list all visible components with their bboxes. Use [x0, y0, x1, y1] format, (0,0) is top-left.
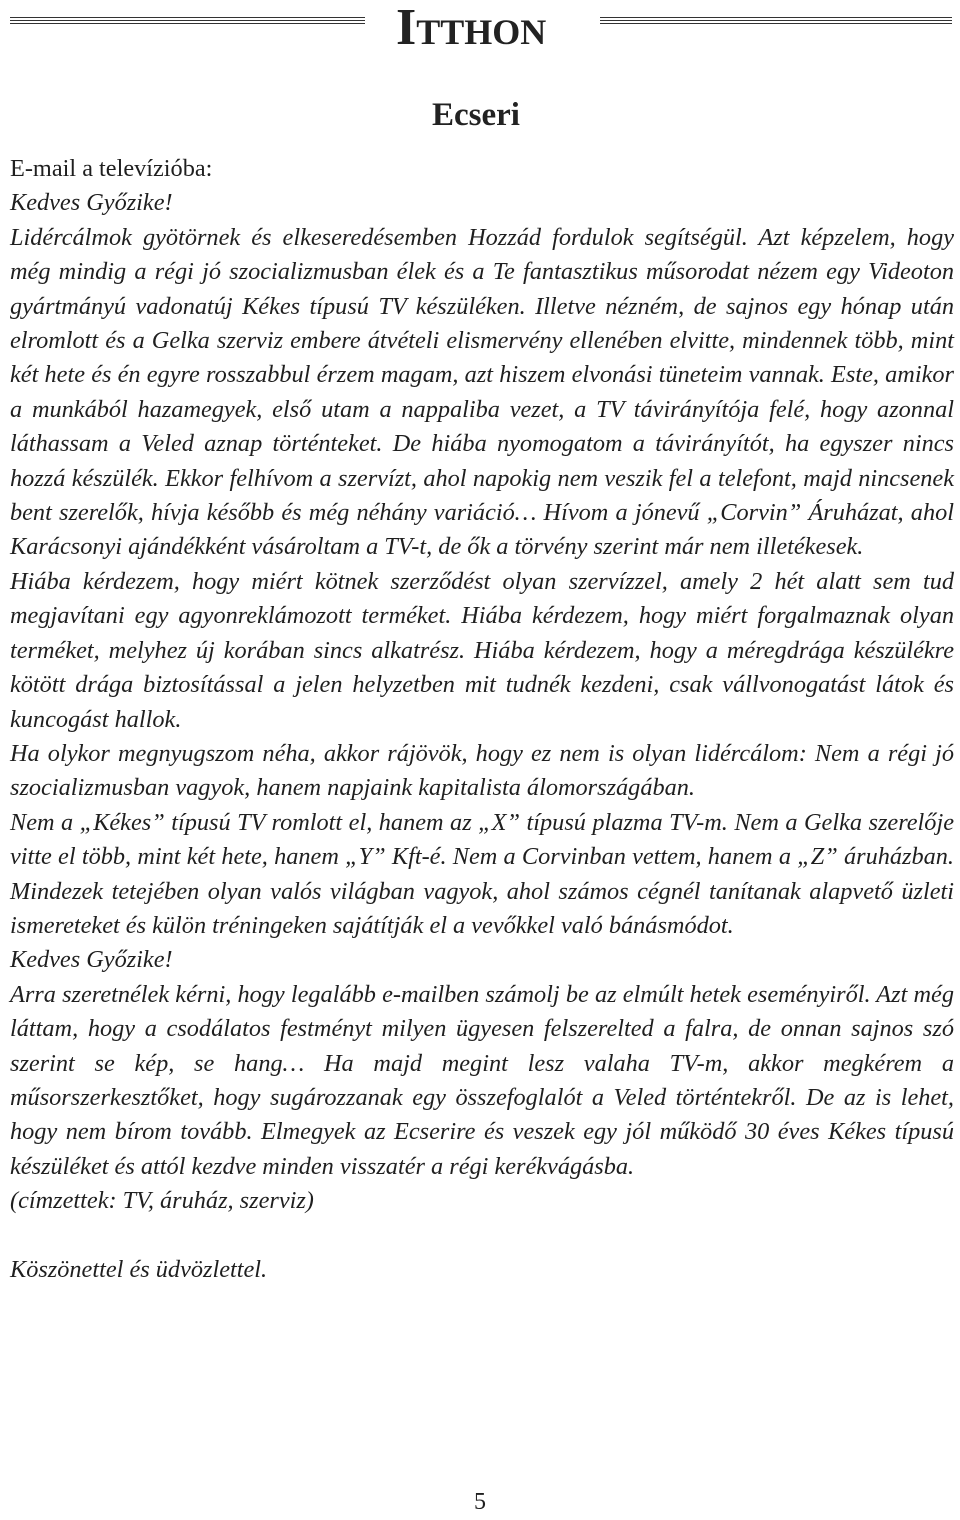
page-number: 5 — [474, 1489, 486, 1515]
header-rule-left — [10, 17, 365, 26]
email-heading: E-mail a televízióba: — [10, 155, 213, 182]
body-paragraph: Nem a „Kékes” típusú TV romlott el, hanem az „X” típusú plazma TV-m. Nem a Gelka szerelője vitte el több, mint két hete, hanem „Y” Kft-é. Nem a Corvinban vettem, hanem a „Z” áruházban. Mindezek tetejében olyan valós világban vagyok, ahol számos cégnél tanítanak alapvető üzleti ismereteket és külön tréningeken sajátítják el a vevőkkel való bánásmódot. — [10, 808, 954, 939]
page-header — [0, 0, 960, 60]
article-body — [10, 152, 954, 1287]
article-title: Ecseri — [432, 97, 520, 133]
body-paragraph: Ha olykor megnyugszom néha, akkor rájövök, hogy ez nem is olyan lidércálom: Nem a régi jó szocializmusban vagyok, hanem napjaink kapitalista álomországában. — [10, 739, 954, 802]
closing: Köszönettel és üdvözlettel. — [10, 1255, 268, 1283]
body-paragraph: Hiába kérdezem, hogy miért kötnek szerződést olyan szervízzel, amely 2 hét alatt sem tud megjavítani egy agyonreklámozott terméket. Hiába kérdezem, hogy miért forgalmaznak olyan terméket, melyhez új korában sincs alkatrész. Hiába kérdezem, hogy a méregdrága készülékre kötött drága biztosítással a jelen helyzetben mit tudnék kezdeni, csak vállvonogatást látok és kuncogást hallok. — [10, 567, 954, 733]
section-title: Itthon — [396, 0, 547, 56]
body-paragraph: Lidércálmok gyötörnek és elkeseredésemben Hozzád fordulok segítségül. Azt képzelem, hogy még mindig a régi jó szocializmusban élek és a Te fantasztikus műsorodat nézem egy Videoton gyártmányú vadonatúj Kékes típusú TV készüléken. Illetve nézném, de sajnos egy hónap után elromlott és a Gelka szerviz embere átvételi elismervény ellenében elvitte, mindennek több, mint két hete és én egyre rosszabbul érzem magam, azt hiszem elvonási tüneteim vannak. Este, amikor a munkából hazamegyek, első utam a nappaliba vezet, a TV távirányítója felé, hogy azonnal láthassam a Veled aznap történteket. De hiába nyomogatom a távirányítót, ha egyszer nincs hozzá készülék. Ekkor felhívom a szervízt, ahol napokig nem veszik fel a telefont, majd nincsenek bent szerelők, hívja később és még néhány variáció… Hívom a jónevű „Corvin” Áruházat, ahol Karácsonyi ajándékként vásároltam a TV-t, de ők a törvény szerint már nem illetékesek. — [10, 223, 954, 561]
salutation: Kedves Győzike! — [10, 189, 173, 217]
body-paragraph: Arra szeretnélek kérni, hogy legalább e-mailben számolj be az elmúlt hetek eseményiről. Azt még láttam, hogy a csodálatos festményt milyen ügyesen felszerelted a falra, de onnan sajnos szó szerint se kép, se hang… Ha majd megint lesz valaha TV-m, akkor megkérem a műsorszerkesztőket, hogy sugározzanak egy összefoglalót a Veled történtekről. De az is lehet, hogy nem bírom tovább. Elmegyek az Ecserire és veszek egy jól működő 30 éves Kékes típusú készüléket és attól kezdve minden visszatér a régi kerékvágásba. — [10, 980, 954, 1180]
salutation: Kedves Győzike! — [10, 946, 173, 974]
recipients-note: (címzettek: TV, áruház, szerviz) — [10, 1187, 314, 1215]
header-rule-right — [600, 17, 952, 26]
